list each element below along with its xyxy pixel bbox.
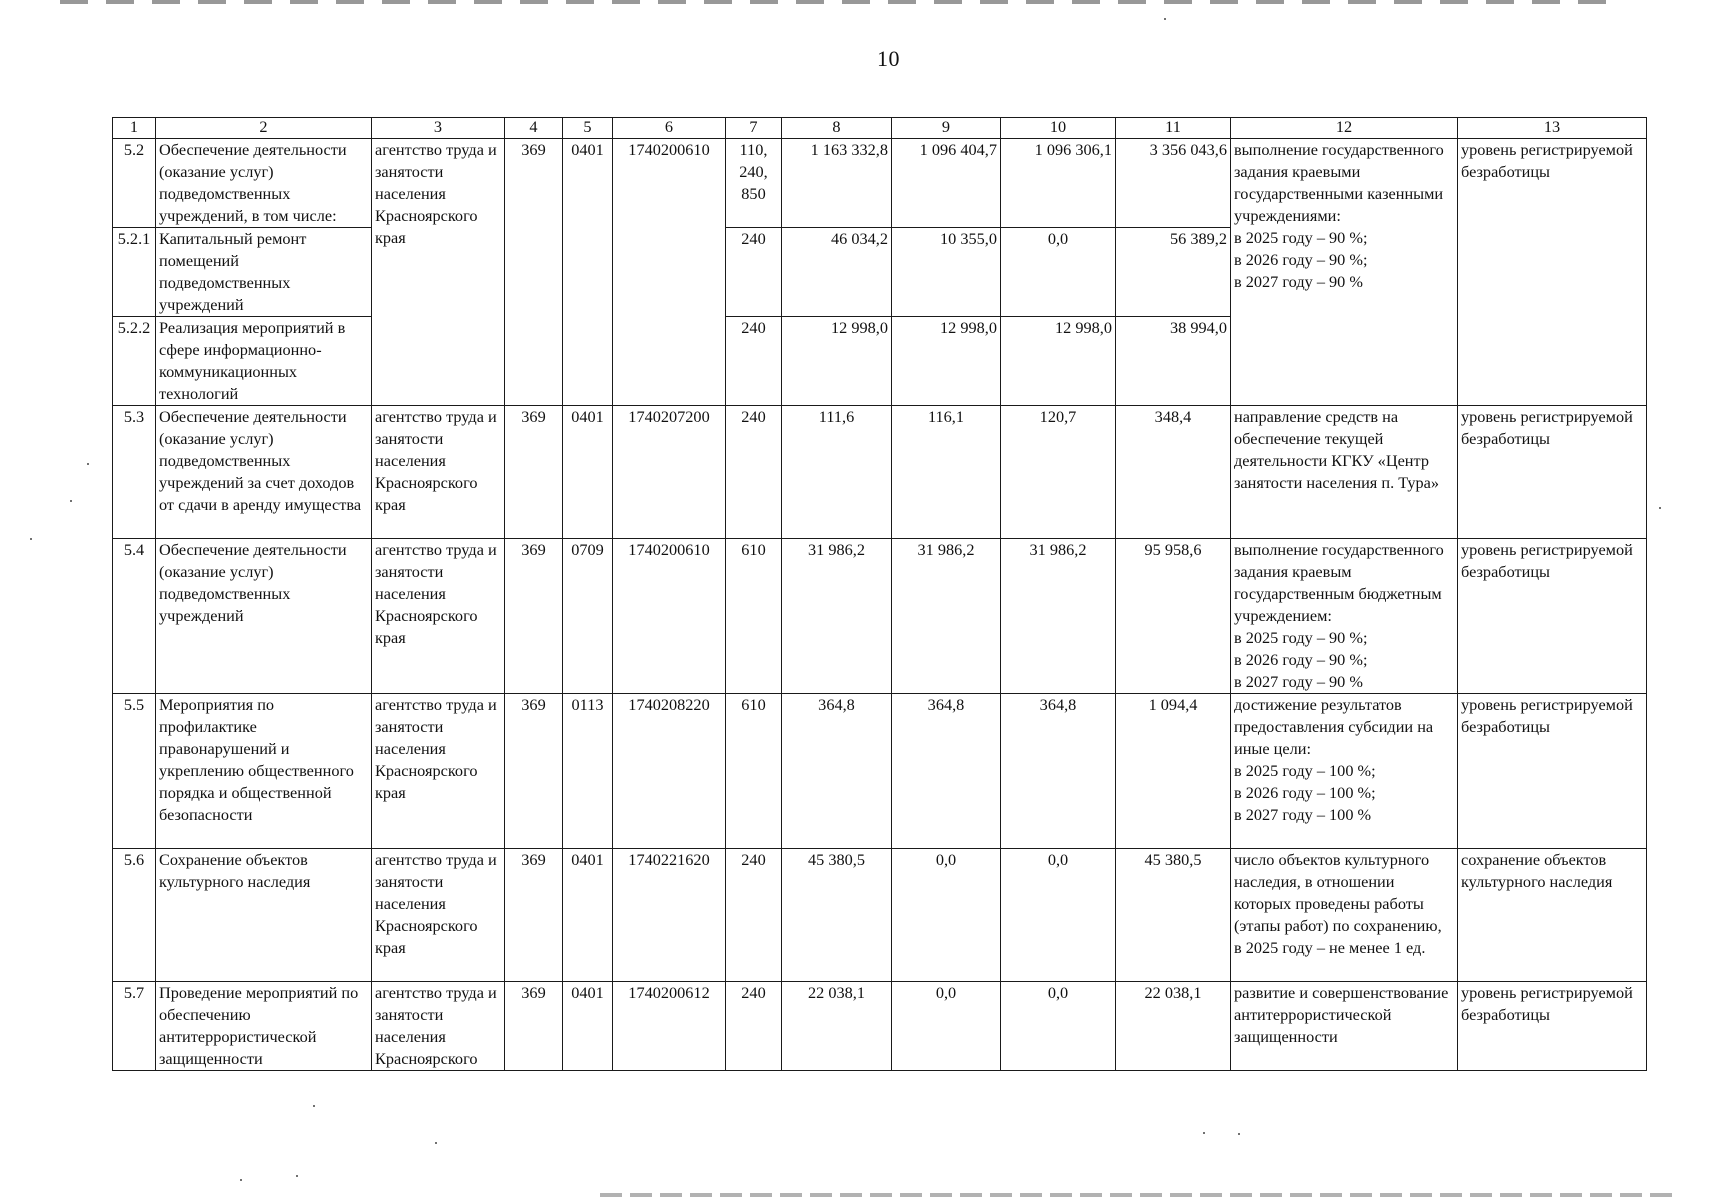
table-row [113, 694, 1647, 849]
column-number-row [113, 118, 1647, 139]
scan-speck [1238, 1133, 1240, 1135]
target-indicator: уровень регистрируемой безработицы [1458, 539, 1647, 694]
cell-col-10: 120,7 [1001, 406, 1116, 539]
row-number: 5.3 [113, 406, 156, 539]
cell-col-10: 1 096 306,1 [1001, 139, 1116, 228]
responsible-agency: агентство труда и занятости населения Красноярского края [372, 406, 505, 539]
cell-col-11: 95 958,6 [1116, 539, 1231, 694]
column-header: 11 [1116, 118, 1231, 139]
scan-speck [296, 1175, 298, 1177]
expected-result: число объектов культурного наследия, в отношении которых проведены работы (этапы работ) по сохранению, в 2025 году – не менее 1 ед. [1231, 849, 1458, 982]
row-number: 5.7 [113, 982, 156, 1071]
target-indicator: уровень регистрируемой безработицы [1458, 139, 1647, 406]
cell-col-7: 240 [726, 317, 782, 406]
column-header: 4 [505, 118, 563, 139]
expected-result: направление средств на обеспечение текущей деятельности КГКУ «Центр занятости населения п. Тура» [1231, 406, 1458, 539]
cell-col-7: 240 [726, 982, 782, 1071]
cell-col-9: 116,1 [892, 406, 1001, 539]
column-header: 6 [613, 118, 726, 139]
responsible-agency: агентство труда и занятости населения Красноярского края [372, 539, 505, 694]
scan-speck [1659, 507, 1661, 509]
target-indicator: уровень регистрируемой безработицы [1458, 982, 1647, 1071]
cell-col-8: 12 998,0 [782, 317, 892, 406]
column-header: 8 [782, 118, 892, 139]
column-header: 13 [1458, 118, 1647, 139]
row-number: 5.5 [113, 694, 156, 849]
scan-speck [1203, 1132, 1205, 1134]
cell-col-5: 0401 [563, 849, 613, 982]
activity-name: Обеспечение деятельности (оказание услуг) подведомственных учреждений за счет доходов от сдачи в аренду имущества [156, 406, 372, 539]
cell-col-10: 31 986,2 [1001, 539, 1116, 694]
target-indicator: уровень регистрируемой безработицы [1458, 406, 1647, 539]
activity-name: Сохранение объектов культурного наследия [156, 849, 372, 982]
cell-col-4: 369 [505, 139, 563, 406]
column-header: 10 [1001, 118, 1116, 139]
activity-name: Реализация мероприятий в сфере информационно-коммуникационных технологий [156, 317, 372, 406]
cell-col-9: 12 998,0 [892, 317, 1001, 406]
cell-col-8: 1 163 332,8 [782, 139, 892, 228]
cell-col-4: 369 [505, 849, 563, 982]
cell-col-10: 0,0 [1001, 849, 1116, 982]
cell-col-4: 369 [505, 406, 563, 539]
cell-col-7: 240 [726, 228, 782, 317]
activity-name: Мероприятия по профилактике правонарушений и укреплению общественного порядка и общественной безопасности [156, 694, 372, 849]
cell-col-10: 12 998,0 [1001, 317, 1116, 406]
row-number: 5.4 [113, 539, 156, 694]
cell-col-6: 1740200610 [613, 539, 726, 694]
responsible-agency: агентство труда и занятости населения Красноярского края [372, 139, 505, 406]
activity-name: Обеспечение деятельности (оказание услуг) подведомственных учреждений, в том числе: [156, 139, 372, 228]
cell-col-5: 0401 [563, 982, 613, 1071]
scan-speck [240, 1179, 242, 1181]
cell-col-11: 1 094,4 [1116, 694, 1231, 849]
responsible-agency: агентство труда и занятости населения Красноярского [372, 982, 505, 1071]
cell-col-7: 240 [726, 406, 782, 539]
cell-col-8: 45 380,5 [782, 849, 892, 982]
table-row [113, 139, 1647, 228]
cell-col-11: 38 994,0 [1116, 317, 1231, 406]
row-number: 5.2.1 [113, 228, 156, 317]
program-activities-table [112, 117, 1647, 1071]
cell-col-11: 56 389,2 [1116, 228, 1231, 317]
cell-col-7: 110, 240, 850 [726, 139, 782, 228]
cell-col-7: 610 [726, 694, 782, 849]
activity-name: Проведение мероприятий по обеспечению антитеррористической защищенности [156, 982, 372, 1071]
cell-col-7: 610 [726, 539, 782, 694]
page-number: 10 [877, 46, 900, 71]
table-row [113, 406, 1647, 539]
target-indicator: сохранение объектов культурного наследия [1458, 849, 1647, 982]
scan-speck [87, 463, 89, 465]
cell-col-5: 0401 [563, 139, 613, 406]
table-row [113, 539, 1647, 694]
table-row [113, 849, 1647, 982]
cell-col-8: 46 034,2 [782, 228, 892, 317]
cell-col-5: 0709 [563, 539, 613, 694]
scan-speck [70, 500, 72, 502]
cell-col-6: 1740208220 [613, 694, 726, 849]
expected-result: выполнение государственного задания краевыми государственными казенными учреждениями: в 2025 году – 90 %; в 2026 году – 90 %; в 2027 году – 90 % [1231, 139, 1458, 406]
cell-col-4: 369 [505, 539, 563, 694]
target-indicator: уровень регистрируемой безработицы [1458, 694, 1647, 849]
column-header: 3 [372, 118, 505, 139]
cell-col-9: 31 986,2 [892, 539, 1001, 694]
cell-col-6: 1740207200 [613, 406, 726, 539]
column-header: 2 [156, 118, 372, 139]
cell-col-10: 0,0 [1001, 228, 1116, 317]
column-header: 12 [1231, 118, 1458, 139]
scan-artifact-bottom [600, 1193, 1680, 1197]
cell-col-8: 31 986,2 [782, 539, 892, 694]
cell-col-10: 364,8 [1001, 694, 1116, 849]
expected-result: развитие и совершенствование антитеррористической защищенности [1231, 982, 1458, 1071]
scan-speck [1164, 18, 1166, 20]
cell-col-9: 364,8 [892, 694, 1001, 849]
cell-col-9: 10 355,0 [892, 228, 1001, 317]
activity-name: Обеспечение деятельности (оказание услуг) подведомственных учреждений [156, 539, 372, 694]
column-header: 9 [892, 118, 1001, 139]
cell-col-9: 0,0 [892, 849, 1001, 982]
responsible-agency: агентство труда и занятости населения Красноярского края [372, 849, 505, 982]
row-number: 5.2.2 [113, 317, 156, 406]
expected-result: достижение результатов предоставления субсидии на иные цели: в 2025 году – 100 %; в 2026 году – 100 %; в 2027 году – 100 % [1231, 694, 1458, 849]
column-header: 5 [563, 118, 613, 139]
scan-artifact-top [60, 0, 1620, 4]
cell-col-11: 3 356 043,6 [1116, 139, 1231, 228]
cell-col-4: 369 [505, 982, 563, 1071]
cell-col-6: 1740200612 [613, 982, 726, 1071]
expected-result: выполнение государственного задания краевым государственным бюджетным учреждением: в 2025 году – 90 %; в 2026 году – 90 %; в 2027 году – 90 % [1231, 539, 1458, 694]
cell-col-6: 1740200610 [613, 139, 726, 406]
activity-name: Капитальный ремонт помещений подведомственных учреждений [156, 228, 372, 317]
cell-col-6: 1740221620 [613, 849, 726, 982]
cell-col-4: 369 [505, 694, 563, 849]
cell-col-7: 240 [726, 849, 782, 982]
cell-col-8: 22 038,1 [782, 982, 892, 1071]
row-number: 5.2 [113, 139, 156, 228]
cell-col-10: 0,0 [1001, 982, 1116, 1071]
table-row [113, 982, 1647, 1071]
scan-speck [30, 538, 32, 540]
cell-col-5: 0113 [563, 694, 613, 849]
cell-col-5: 0401 [563, 406, 613, 539]
column-header: 7 [726, 118, 782, 139]
cell-col-9: 1 096 404,7 [892, 139, 1001, 228]
cell-col-9: 0,0 [892, 982, 1001, 1071]
cell-col-8: 111,6 [782, 406, 892, 539]
cell-col-11: 22 038,1 [1116, 982, 1231, 1071]
cell-col-8: 364,8 [782, 694, 892, 849]
row-number: 5.6 [113, 849, 156, 982]
scan-speck [435, 1142, 437, 1144]
scan-speck [313, 1105, 315, 1107]
cell-col-11: 45 380,5 [1116, 849, 1231, 982]
responsible-agency: агентство труда и занятости населения Красноярского края [372, 694, 505, 849]
column-header: 1 [113, 118, 156, 139]
cell-col-11: 348,4 [1116, 406, 1231, 539]
